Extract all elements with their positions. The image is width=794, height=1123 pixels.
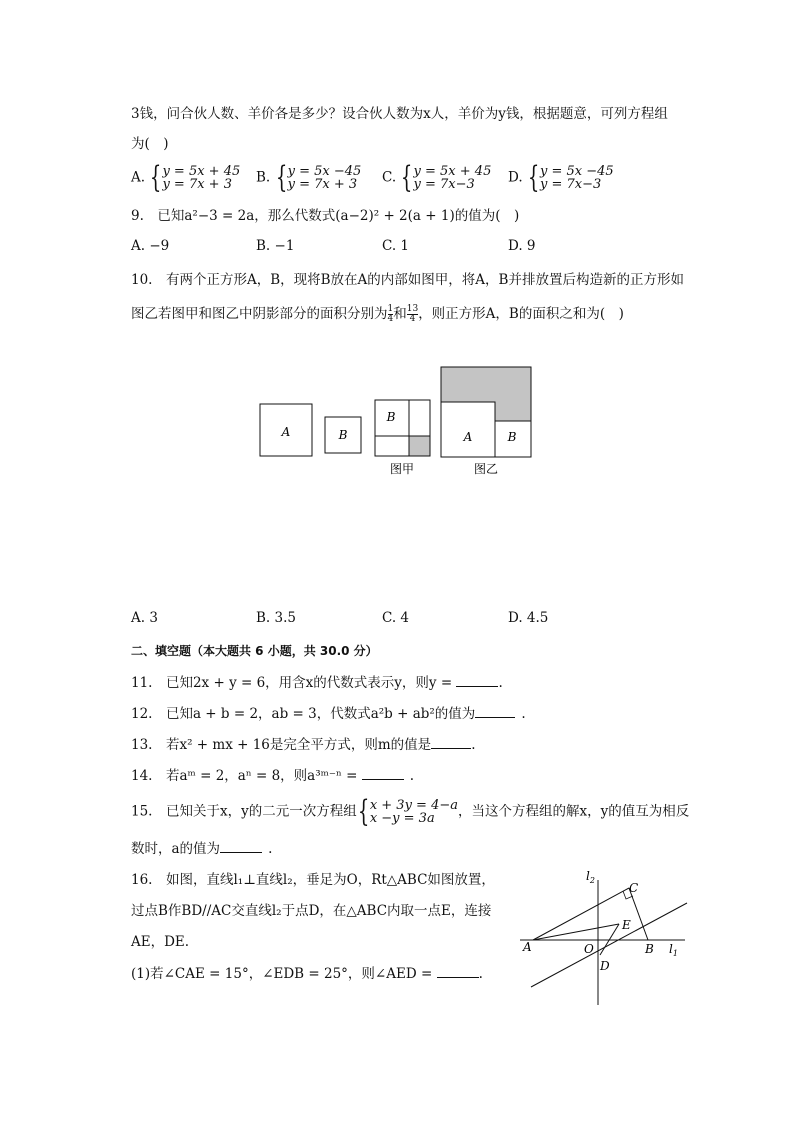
fig-jia-shaded — [409, 436, 430, 456]
point-e-label: E — [622, 918, 631, 932]
denominator: 4 — [409, 314, 416, 324]
q14-text: 14. 若aᵐ = 2，aⁿ = 8，则a³ᵐ⁻ⁿ = — [131, 768, 362, 784]
line-bd — [531, 903, 687, 987]
q14-end: . — [409, 768, 415, 784]
q12 — [131, 703, 526, 724]
q15-eq2: x −y = 3a — [369, 811, 435, 826]
q10-text-part: 和 — [393, 306, 407, 322]
q8-option-b[interactable]: B. { y = 5x −45 y = 7x + 3 — [256, 160, 362, 195]
option-letter: C. — [382, 169, 397, 186]
q15-line2 — [131, 838, 272, 859]
q10-option-b[interactable]: B. 3.5 — [256, 610, 296, 626]
segment-ae — [533, 924, 619, 940]
q13-answer-blank[interactable] — [431, 734, 471, 749]
q9-option-a[interactable]: A. −9 — [131, 238, 170, 254]
option-row2: y = 7x + 3 — [287, 177, 358, 192]
q12-text: 12. 已知a + b = 2，ab = 3，代数式a²b + ab²的值为 — [131, 706, 476, 722]
line-l2-label — [586, 869, 595, 885]
q16-end: . — [478, 966, 483, 982]
q10-text-line2 — [131, 304, 624, 324]
q13 — [131, 734, 475, 755]
q10-text-line1: 10. 有两个正方形A，B，现将B放在A的内部如图甲，将A，B并排放置后构造新的正方形如 — [131, 272, 684, 288]
fraction-thirteen-quarters — [407, 305, 418, 324]
q9-option-c[interactable]: C. 1 — [382, 238, 410, 254]
l2-subscript: 2 — [589, 876, 595, 885]
q15-text2: 数时，a的值为 — [131, 841, 221, 857]
point-b-label: B — [645, 942, 654, 956]
l1-letter: l — [669, 942, 673, 956]
q8-option-c[interactable]: C. { y = 5x + 45 y = 7x−3 — [382, 160, 492, 195]
q14 — [131, 765, 414, 786]
q11-end: . — [498, 675, 503, 691]
option-row1: y = 5x + 45 — [162, 164, 241, 179]
q15-text: 15. 已知关于x，y的二元一次方程组 — [131, 803, 357, 820]
q16-part1-text: (1)若∠CAE = 15°，∠EDB = 25°，则∠AED = — [131, 966, 437, 982]
fig-jia-caption: 图甲 — [389, 462, 415, 476]
side-ac — [533, 888, 629, 940]
q16-line1: 16. 如图，直线l₁⊥直线l₂，垂足为O，Rt△ABC如图放置， — [131, 872, 495, 888]
point-d-label: D — [600, 959, 610, 973]
fig-jia-b-label: B — [386, 410, 396, 424]
q11-answer-blank[interactable] — [456, 672, 498, 687]
q8-text-line2: 为( ) — [131, 136, 169, 152]
q12-end: . — [521, 706, 526, 722]
q8-option-a[interactable]: A. { y = 5x + 45 y = 7x + 3 — [131, 160, 241, 195]
q8-options — [131, 160, 691, 195]
fig-yi-caption: 图乙 — [473, 462, 499, 476]
option-row1: y = 5x −45 — [287, 164, 362, 179]
q11 — [131, 672, 503, 693]
option-row1: y = 5x + 45 — [413, 164, 492, 179]
fig-yi-a-label: A — [463, 430, 473, 444]
q15-answer-blank[interactable] — [220, 838, 262, 853]
denominator: 4 — [387, 314, 394, 324]
option-row2: y = 7x + 3 — [162, 177, 232, 192]
q10-option-d[interactable]: D. 4.5 — [508, 610, 549, 626]
q11-text: 11. 已知2x + y = 6，用含x的代数式表示y，则y = — [131, 675, 457, 691]
q16-figure — [515, 865, 695, 1010]
q10-option-c[interactable]: C. 4 — [382, 610, 410, 626]
option-letter: B. — [256, 169, 271, 186]
q15-line1: 15. 已知关于x，y的二元一次方程组 { x + 3y = 4−a x −y = 3a ，当这个方程组的解x，y的值互为相反 — [131, 794, 690, 829]
q13-end: . — [471, 737, 476, 753]
q14-answer-blank[interactable] — [362, 765, 404, 780]
numerator: 13 — [406, 304, 419, 314]
l2-letter: l — [586, 869, 590, 883]
option-row2: y = 7x−3 — [540, 177, 602, 192]
q10-options — [131, 610, 691, 630]
point-c-label: C — [629, 881, 639, 895]
q9-options — [131, 238, 691, 258]
q15-end: . — [268, 841, 273, 857]
q16-answer-blank[interactable] — [437, 963, 479, 978]
q9-option-b[interactable]: B. −1 — [256, 238, 295, 254]
option-letter: D. — [508, 169, 523, 186]
fig-yi-b-label: B — [507, 430, 517, 444]
q10-option-a[interactable]: A. 3 — [131, 610, 158, 626]
q10-text-part: ，则正方形A，B的面积之和为( ) — [418, 306, 624, 322]
option-row1: y = 5x −45 — [540, 164, 614, 179]
q10-figure — [250, 360, 550, 485]
l1-subscript: 1 — [672, 949, 678, 958]
point-a-label: A — [523, 940, 532, 954]
q16-part1 — [131, 963, 483, 984]
square-a-label: A — [281, 425, 291, 439]
square-b-label: B — [338, 428, 348, 442]
q10-text-part: 图乙若图甲和图乙中阴影部分的面积分别为 — [131, 306, 388, 322]
numerator: 1 — [387, 304, 394, 314]
q8-option-d[interactable]: D. { y = 5x −45 y = 7x−3 — [508, 160, 614, 195]
q16-line2: 过点B作BD//AC交直线l₂于点D，在△ABC内取一点E，连接 — [131, 903, 492, 919]
q13-text: 13. 若x² + mx + 16是完全平方式，则m的值是 — [131, 737, 432, 753]
q9-text: 9. 已知a²−3 = 2a，那么代数式(a−2)² + 2(a + 1)的值为( ) — [131, 208, 520, 224]
option-letter: A. — [131, 169, 146, 186]
line-l1-label — [669, 942, 678, 958]
q15-text-cont: ，当这个方程组的解x，y的值互为相反 — [458, 803, 690, 820]
q9-option-d[interactable]: D. 9 — [508, 238, 536, 254]
section-heading: 二、填空题（本大题共 6 小题，共 30.0 分） — [131, 644, 378, 658]
q16-line3: AE，DE. — [131, 934, 190, 950]
q8-text-line1: 3钱，问合伙人数、羊价各是多少？设合伙人数为x人，羊价为y钱，根据题意，可列方程组 — [131, 106, 668, 122]
option-row2: y = 7x−3 — [413, 177, 475, 192]
q15-eq1: x + 3y = 4−a — [369, 798, 458, 813]
q12-answer-blank[interactable] — [475, 703, 515, 718]
point-o-label: O — [584, 942, 594, 956]
